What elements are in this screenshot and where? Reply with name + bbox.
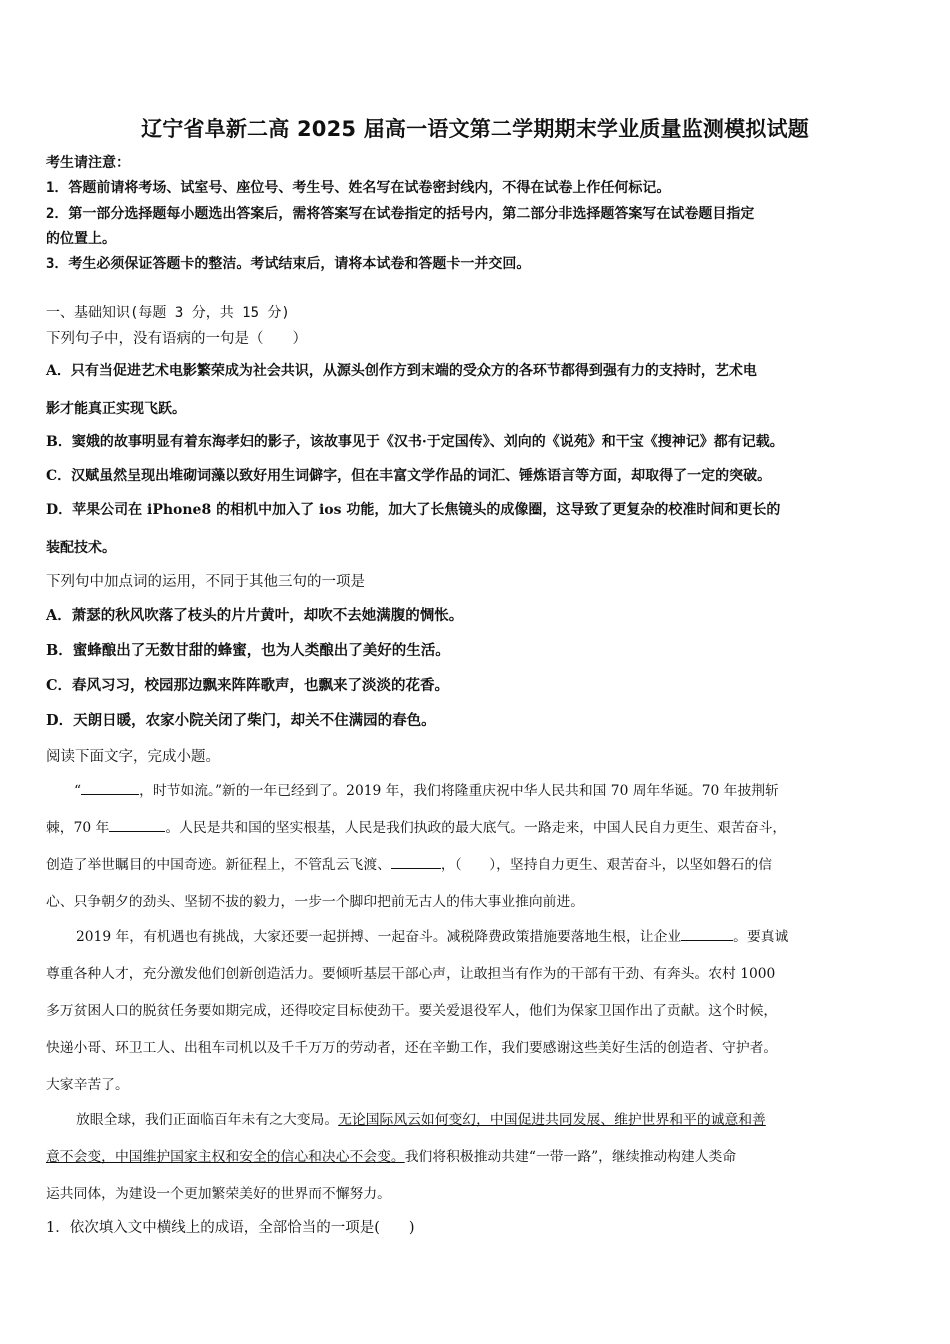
notice-item-2: 2．第一部分选择题每小题选出答案后，需将答案写在试卷指定的括号内，第二部分非选择题答案写在试卷题目指定: [46, 206, 755, 222]
q1-option-c: C．汉赋虽然呈现出堆砌词藻以致好用生词僻字，但在丰富文学作品的词汇、锤炼语言等方面，却取得了一定的突破。: [46, 468, 772, 484]
q1-option-a-cont: 影才能真正实现飞跃。: [46, 401, 186, 417]
q2-option-d: D．天朗日暖，农家小院关闭了柴门，却关不住满园的春色。: [46, 712, 436, 729]
passage-p2-line1: [46, 925, 908, 945]
passage-p2-line5: 大家辛苦了。: [46, 1077, 129, 1093]
q2-option-c: C．春风习习，校园那边飘来阵阵歌声，也飘来了淡淡的花香。: [46, 677, 450, 694]
section-heading: 一、基础知识(每题 3 分，共 15 分): [46, 305, 290, 321]
q1-option-b: B．窦娥的故事明显有着东海孝妇的影子，该故事见于《汉书·于定国传》、刘向的《说苑》和干宝《搜神记》都有记载。: [46, 434, 784, 450]
passage-p3-line2: [46, 1145, 908, 1165]
reading-intro: 阅读下面文字，完成小题。: [46, 749, 220, 765]
passage-p3-line3: 运共同体，为建设一个更加繁荣美好的世界而不懈努力。: [46, 1186, 391, 1202]
passage-p2-line2: 尊重各种人才，充分激发他们创新创造活力。要倾听基层干部心声，让敢担当有作为的干部有干劲、有奔头。农村 1000: [46, 966, 776, 982]
notice-heading: 考生请注意：: [46, 155, 130, 171]
p3-line2-text: 我们将积极推动共建“一带一路”，继续推动构建人类命: [404, 1149, 737, 1165]
passage-p1-line3: [46, 853, 908, 873]
p1-line1-text: ，时节如流。”新的一年已经到了。2019 年，我们将隆重庆祝中华人民共和国 70 周年华诞。70 年披荆斩: [139, 783, 779, 799]
q2-stem: 下列句中加点词的运用，不同于其他三句的一项是: [46, 574, 365, 590]
q1-stem: 下列句子中，没有语病的一句是（ ）: [46, 331, 307, 347]
passage-p1-line2: [46, 816, 908, 836]
p2-line1-text: 2019 年，有机遇也有挑战，大家还要一起拼搏、一起奋斗。减税降费政策措施要落地生根，让企业: [76, 929, 682, 945]
p1-line2-text: 。人民是共和国的坚实根基，人民是我们执政的最大底气。一路走来，中国人民自力更生、艰苦奋斗，: [165, 820, 787, 836]
reading-question-1: 1．依次填入文中横线上的成语，全部恰当的一项是( ): [46, 1220, 415, 1236]
p1-line3-text: ，（ ），坚持自力更生、艰苦奋斗，以坚如磐石的信: [440, 857, 773, 873]
notice-item-2-cont: 的位置上。: [46, 231, 116, 247]
p1-line3-start: 创造了举世瞩目的中国奇迹。新征程上，不管乱云飞渡、: [46, 857, 391, 873]
q1-option-d-cont: 装配技术。: [46, 540, 116, 556]
p3-underlined-sentence-cont: 意不会变，中国维护国家主权和安全的信心和决心不会变。: [46, 1149, 405, 1165]
passage-p3-line1: [46, 1108, 908, 1128]
blank-4: [681, 926, 733, 941]
q1-option-d: D．苹果公司在 iPhone8 的相机中加入了 ios 功能，加大了长焦镜头的成像圈，这导致了更复杂的校准时间和更长的: [46, 502, 781, 518]
q2-option-a: A．萧瑟的秋风吹落了枝头的片片黄叶，却吹不去她满腹的惆怅。: [46, 607, 464, 624]
passage-p2-line3: 多万贫困人口的脱贫任务要如期完成，还得咬定目标使劲干。要关爱退役军人，他们为保家卫国作出了贡献。这个时候，: [46, 1003, 778, 1019]
p1-line1-quote: “: [74, 783, 82, 799]
p2-line1-end: 。要真诚: [733, 929, 789, 945]
p1-line2-start: 棘，70 年: [46, 820, 110, 836]
passage-p1-line1: [46, 779, 908, 799]
q2-option-b: B．蜜蜂酿出了无数甘甜的蜂蜜，也为人类酿出了美好的生活。: [46, 642, 450, 659]
q1-option-a: A．只有当促进艺术电影繁荣成为社会共识，从源头创作方到末端的受众方的各环节都得到强有力的支持时，艺术电: [46, 363, 757, 379]
blank-3: [391, 854, 441, 869]
page-title: 辽宁省阜新二高 2025 届高一语文第二学期期末学业质量监测模拟试题: [141, 117, 809, 141]
p3-underlined-sentence: 无论国际风云如何变幻，中国促进共同发展、维护世界和平的诚意和善: [338, 1112, 766, 1128]
passage-p2-line4: 快递小哥、环卫工人、出租车司机以及千千万万的劳动者，还在辛勤工作，我们要感谢这些美好生活的创造者、守护者。: [46, 1040, 778, 1056]
notice-item-1: 1．答题前请将考场、试室号、座位号、考生号、姓名写在试卷密封线内，不得在试卷上作任何标记。: [46, 180, 671, 196]
p3-line1-text: 放眼全球，我们正面临百年未有之大变局。: [76, 1112, 339, 1128]
passage-p1-line4: 心、只争朝夕的劲头、坚韧不拔的毅力，一步一个脚印把前无古人的伟大事业推向前进。: [46, 894, 585, 910]
blank-2: [109, 817, 165, 832]
notice-item-3: 3．考生必须保证答题卡的整洁。考试结束后，请将本试卷和答题卡一并交回。: [46, 256, 531, 272]
blank-1: [81, 780, 139, 795]
